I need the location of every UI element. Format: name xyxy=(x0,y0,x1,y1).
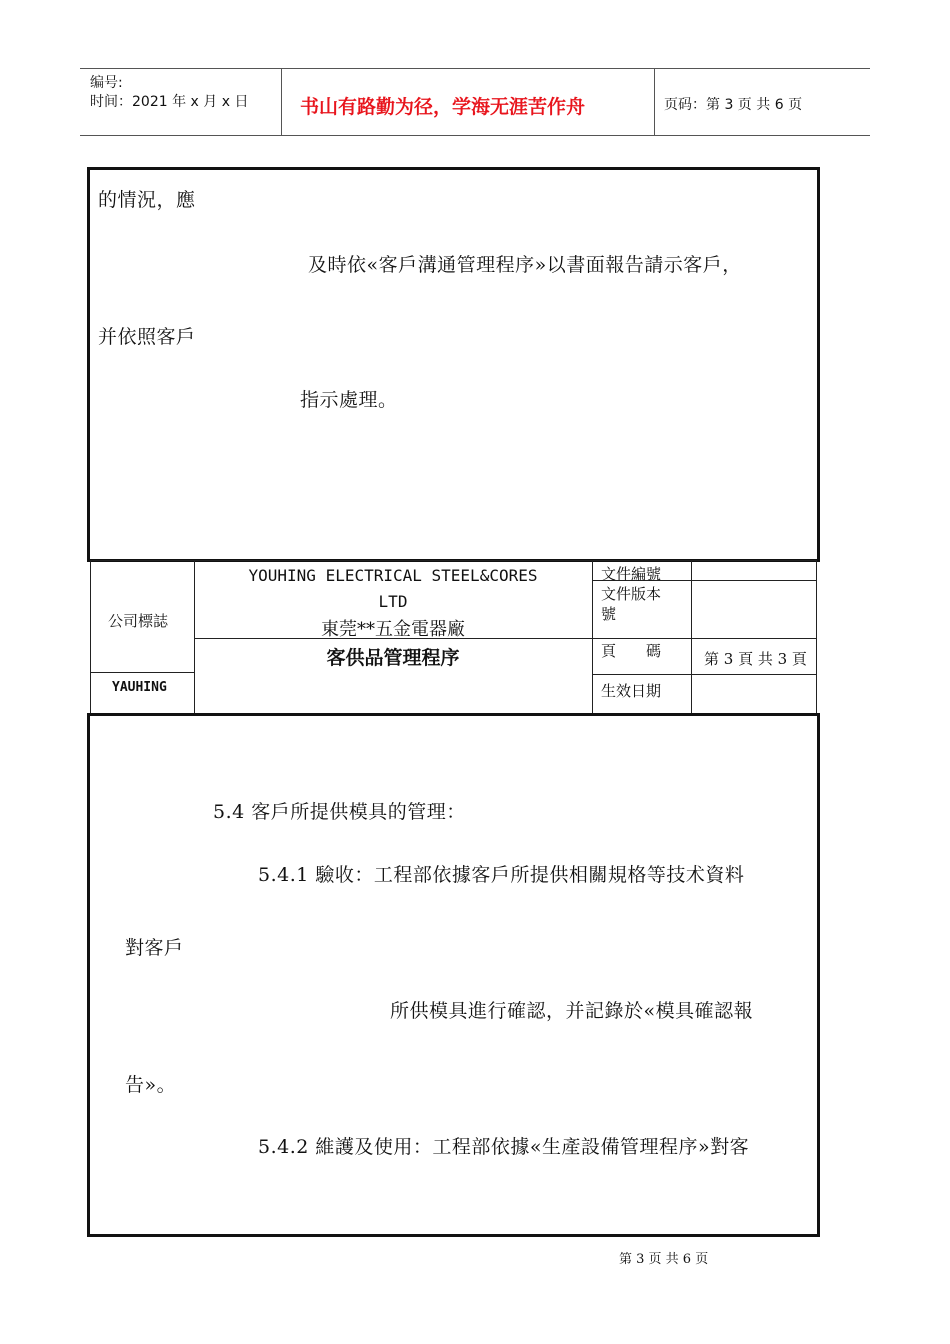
lower-text-line-1: 5.4 客戶所提供模具的管理： xyxy=(213,801,466,823)
lower-text-line-6: 5.4.2 維護及使用：工程部依據«生產設備管理程序»對客 xyxy=(258,1136,750,1158)
table-rule xyxy=(816,560,817,715)
effective-date-label: 生效日期 xyxy=(601,682,662,700)
doc-number-label: 文件編號 xyxy=(601,565,662,583)
doc-version-label: 文件版本 xyxy=(601,585,662,603)
upper-text-line-4: 指示處理。 xyxy=(300,389,398,411)
table-rule xyxy=(592,560,593,715)
footer-page-number: 第 3 页 共 6 页 xyxy=(619,1252,709,1267)
upper-text-line-2: 及時依«客戶溝通管理程序»以書面報告請示客戶， xyxy=(308,254,742,276)
header-bottom-rule xyxy=(80,135,870,136)
lower-text-line-4: 所供模具進行確認，并記錄於«模具確認報 xyxy=(390,1000,754,1022)
table-rule xyxy=(691,560,692,715)
lower-text-line-3: 對客戶 xyxy=(125,937,184,959)
header-top-rule xyxy=(80,68,870,69)
company-logo-label: 公司標誌 xyxy=(108,612,169,630)
header-divider-right xyxy=(654,68,655,136)
company-name-cn: 東莞**五金電器廠 xyxy=(321,619,465,640)
company-name-en-line-2: LTD xyxy=(378,592,408,611)
header-page-label: 页码：第 3 页 共 6 页 xyxy=(664,97,803,113)
header-time-label: 时间：2021 年 x 月 x 日 xyxy=(90,94,249,110)
company-name-en-line-1: YOUHING ELECTRICAL STEEL&CORES xyxy=(248,566,538,585)
upper-text-line-1: 的情況，應 xyxy=(98,189,196,211)
table-rule xyxy=(592,674,817,675)
upper-content-box xyxy=(87,167,820,562)
table-rule xyxy=(90,560,817,561)
header-motto: 书山有路勤为径，学海无涯苦作舟 xyxy=(300,96,586,118)
lower-text-line-2: 5.4.1 驗收：工程部依據客戶所提供相關規格等技术資料 xyxy=(258,864,745,886)
doc-version-label-cont: 號 xyxy=(601,605,617,623)
document-title: 客供品管理程序 xyxy=(326,647,460,669)
table-rule xyxy=(592,638,817,639)
table-rule xyxy=(90,672,194,673)
lower-text-line-5: 告»。 xyxy=(125,1074,177,1096)
company-logo-text: YAUHING xyxy=(112,680,167,695)
header-divider-left xyxy=(281,68,282,136)
header-number-label: 编号: xyxy=(90,75,123,91)
page-value: 第 3 頁 共 3 頁 xyxy=(704,650,807,668)
page-label: 頁 碼 xyxy=(601,642,662,660)
upper-text-line-3: 并依照客戶 xyxy=(98,326,196,348)
table-rule xyxy=(90,560,91,715)
